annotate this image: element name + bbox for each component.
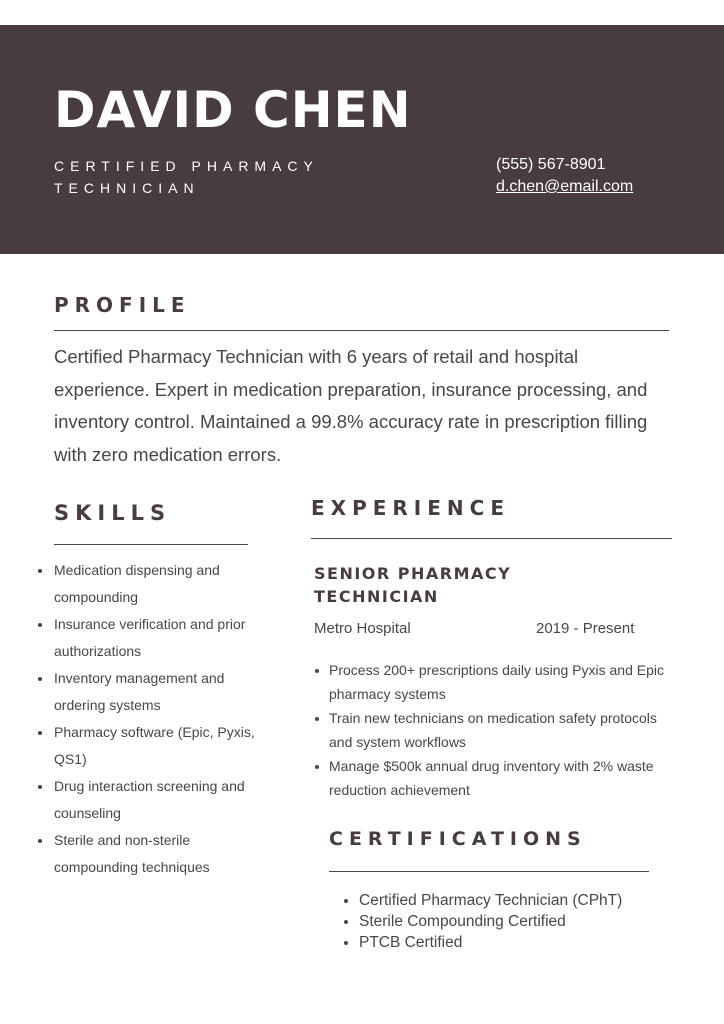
experience-heading: EXPERIENCE xyxy=(311,496,510,520)
certifications-list xyxy=(359,890,679,953)
list-item: Inventory management and ordering systems xyxy=(54,665,264,719)
certifications-divider xyxy=(329,871,649,872)
email-link[interactable]: d.chen@email.com xyxy=(496,178,634,195)
profile-summary: Certified Pharmacy Technician with 6 years of retail and hospital experience. Expert in medication preparation, insurance processing, and inventory control. Maintained a 99.8% accuracy rate in prescription filling with zero medication errors. xyxy=(54,346,648,465)
skills-divider xyxy=(54,544,248,545)
list-item: Pharmacy software (Epic, Pyxis, QS1) xyxy=(54,719,264,773)
phone-number: (555) 567-8901 xyxy=(496,156,606,173)
contact-info xyxy=(496,154,633,198)
list-item: Drug interaction screening and counseling xyxy=(54,773,264,827)
list-item: Manage $500k annual drug inventory with 2% waste reduction achievement xyxy=(329,754,679,802)
list-item: Sterile and non-sterile compounding techniques xyxy=(54,827,264,881)
list-item: PTCB Certified xyxy=(359,932,679,953)
skills-heading: SKILLS xyxy=(54,501,172,525)
company-name: Metro Hospital xyxy=(314,620,411,637)
job-title-subtitle: CERTIFIED PHARMACY TECHNICIAN xyxy=(54,158,319,196)
profile-heading: PROFILE xyxy=(54,293,191,317)
profile-divider xyxy=(54,330,669,331)
resume-header xyxy=(0,25,724,254)
experience-divider xyxy=(311,538,672,539)
list-item: Medication dispensing and compounding xyxy=(54,557,264,611)
job-position-title: SENIOR PHARMACY TECHNICIAN xyxy=(314,564,512,606)
employment-dates: 2019 - Present xyxy=(536,620,635,637)
list-item: Certified Pharmacy Technician (CPhT) xyxy=(359,890,679,911)
skills-list xyxy=(54,557,264,881)
list-item: Process 200+ prescriptions daily using Pyxis and Epic pharmacy systems xyxy=(329,658,679,706)
candidate-name: DAVID CHEN xyxy=(54,81,412,139)
list-item: Insurance verification and prior authorizations xyxy=(54,611,264,665)
certifications-heading: CERTIFICATIONS xyxy=(329,828,587,850)
experience-bullets xyxy=(329,658,679,802)
list-item: Train new technicians on medication safety protocols and system workflows xyxy=(329,706,679,754)
list-item: Sterile Compounding Certified xyxy=(359,911,679,932)
